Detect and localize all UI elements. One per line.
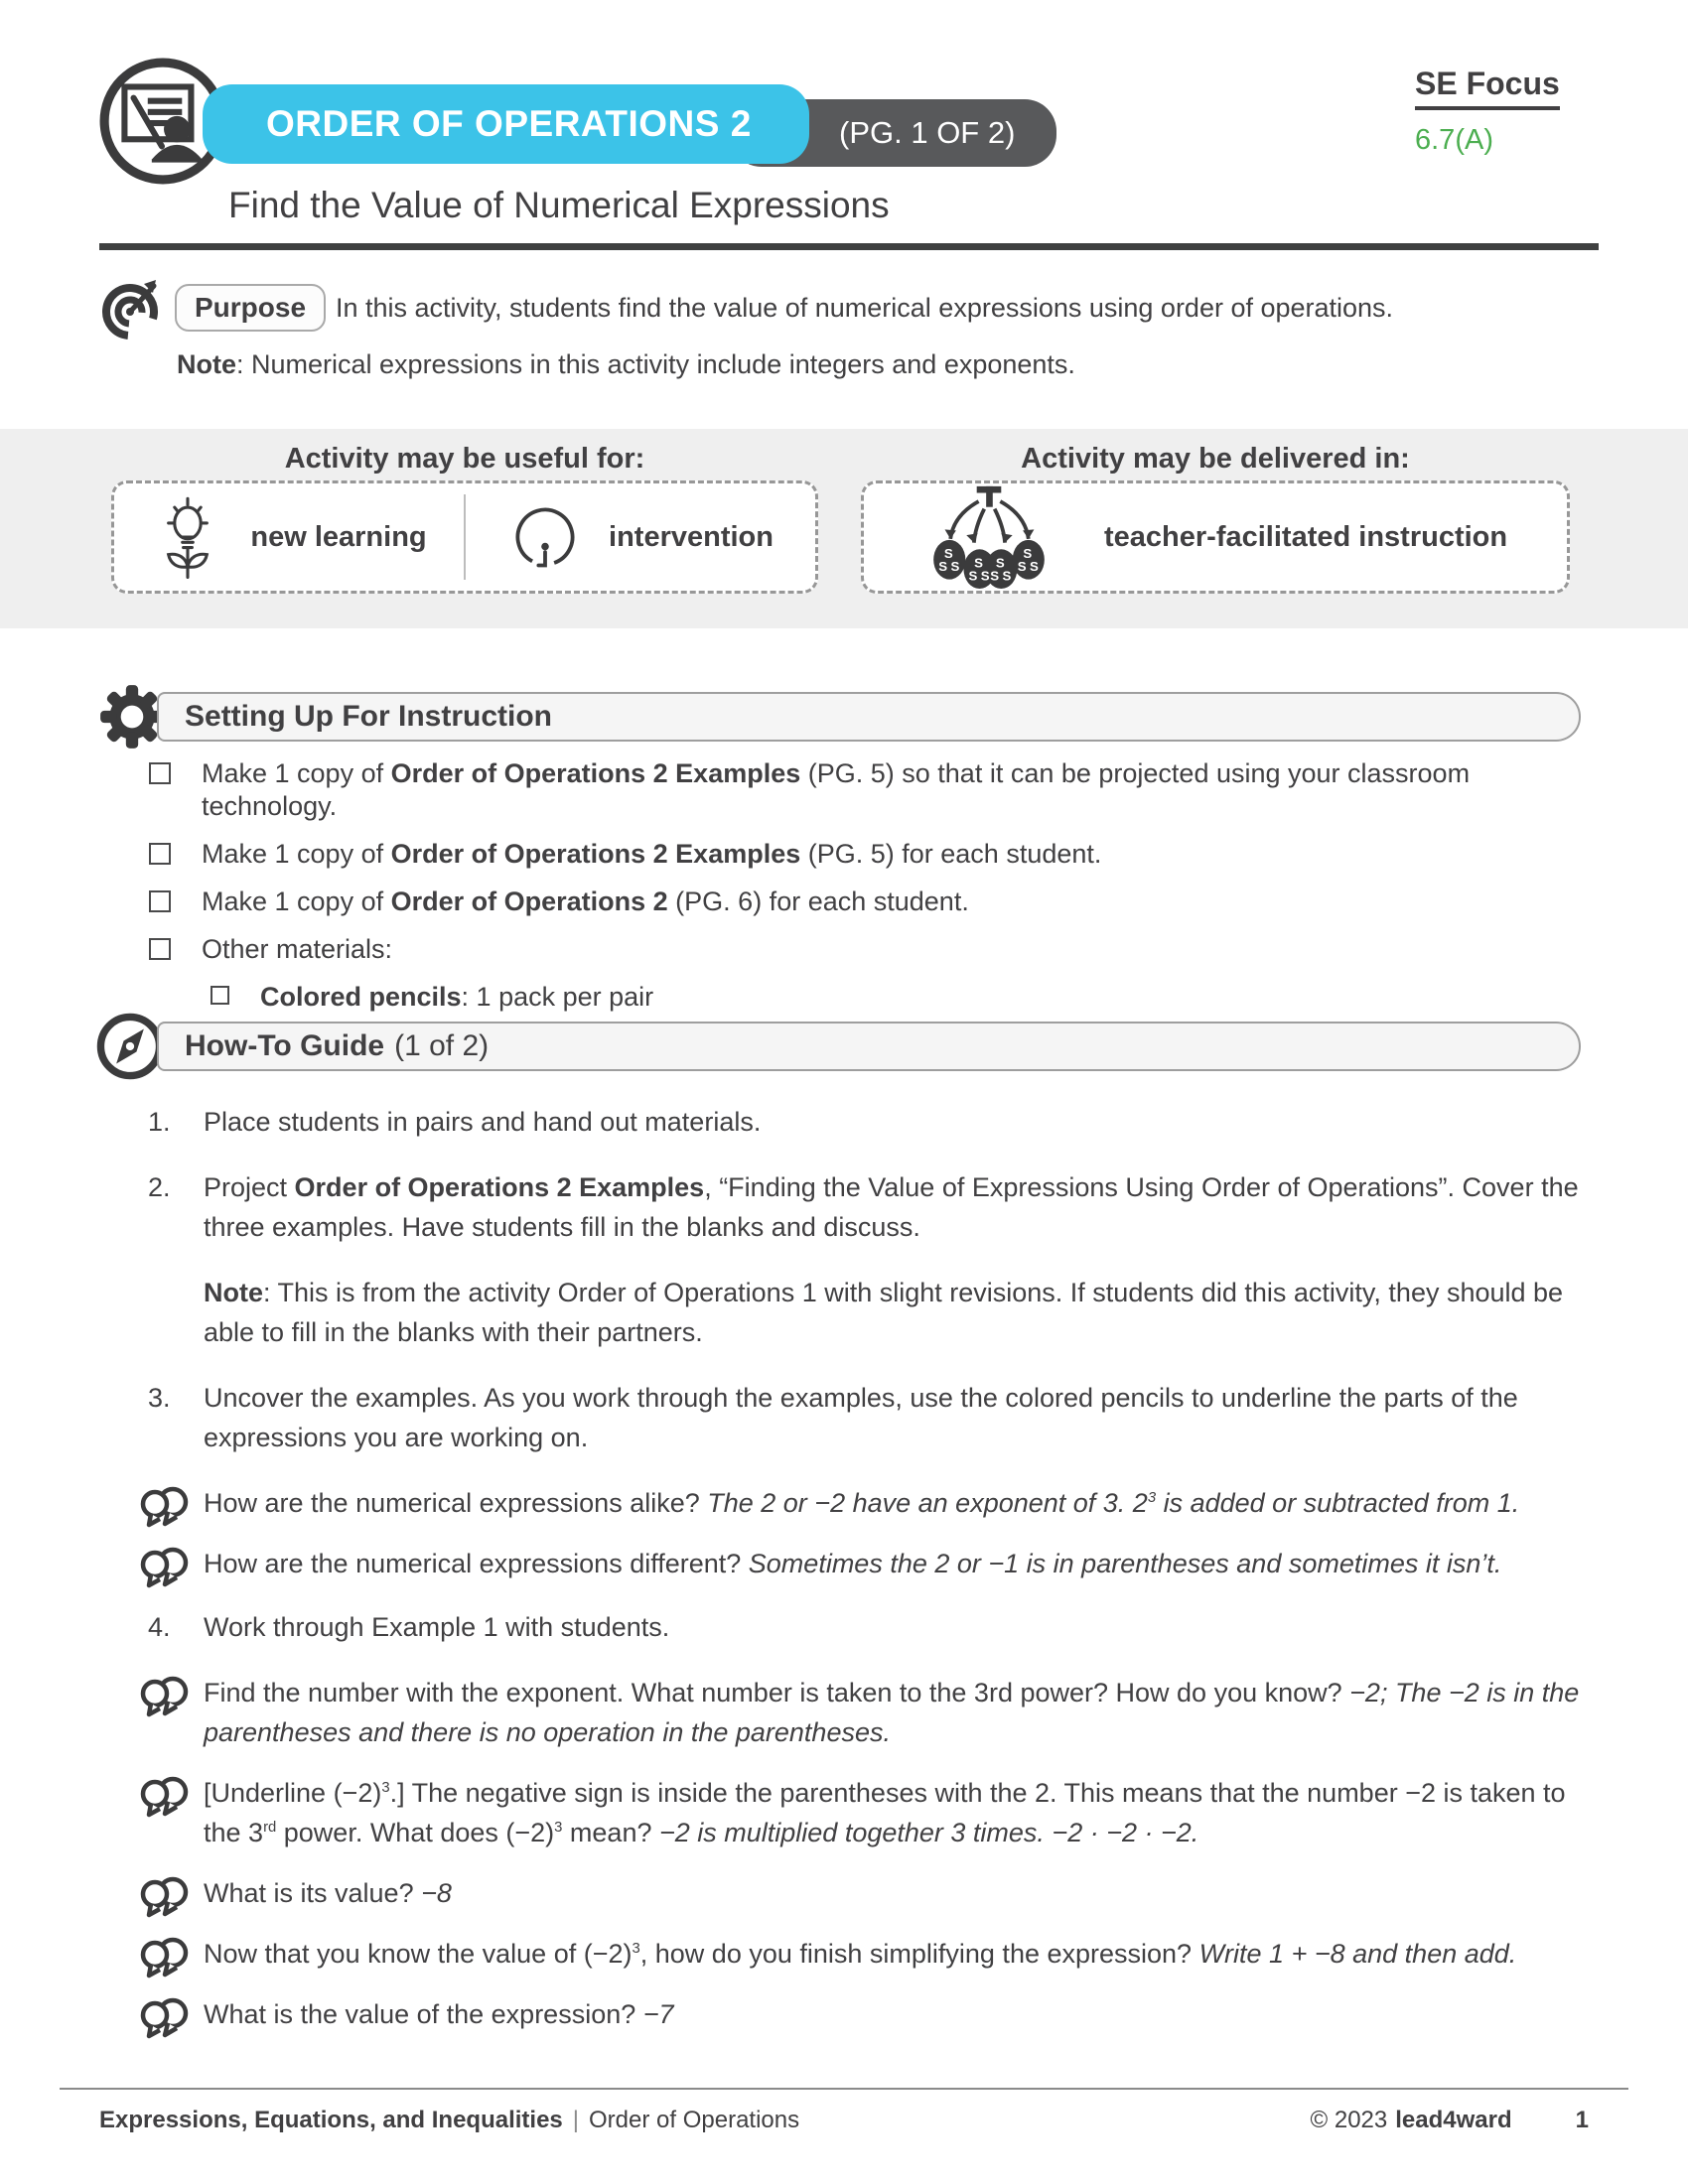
question-text: Now that you know the value of $(-2)^3$, how do you finish simplifying the expression? Write 1 + −8 and then add. xyxy=(204,1939,1517,1969)
svg-text:S: S xyxy=(1002,568,1012,584)
howto-step xyxy=(134,1167,1594,1247)
howto-heading-pages: (1 of 2) xyxy=(394,1029,490,1062)
step-text: Project Order of Operations 2 Examples, “Finding the Value of Expressions Using Order of Operations”. Cover the three examples. Have students fill in the blanks and discuss. xyxy=(204,1172,1579,1242)
question-text: How are the numerical expressions alike? The 2 or −2 have an exponent of 3. $2^3$ is added or subtracted from 1. xyxy=(204,1488,1520,1518)
discussion-question xyxy=(134,1483,1594,1523)
se-focus-code: 6.7(A) xyxy=(1415,124,1493,156)
se-focus-block xyxy=(1415,66,1560,157)
speech-bubbles-q-icon xyxy=(140,1675,192,1718)
empty-checkbox xyxy=(149,938,171,960)
checklist-item-text: Colored pencils: 1 pack per pair xyxy=(260,982,654,1012)
footer-copyright-block xyxy=(1311,2107,1590,2134)
setup-heading: Setting Up For Instruction xyxy=(185,700,552,733)
target-arrow-icon xyxy=(99,276,165,341)
activity-title: ORDER OF OPERATIONS 2 xyxy=(266,103,752,144)
question-text: Find the number with the exponent. What number is taken to the 3rd power? How do you know? −2; The −2 is in the parentheses and there is no operation in the parentheses. xyxy=(204,1678,1580,1747)
howto-step xyxy=(134,1607,1594,1647)
purpose-label: Purpose xyxy=(175,284,326,332)
discussion-question xyxy=(134,1673,1594,1752)
checklist-item-text: Make 1 copy of Order of Operations 2 (PG. 6) for each student. xyxy=(202,887,969,916)
svg-text:S: S xyxy=(938,559,948,575)
howto-steps xyxy=(134,1078,1594,2055)
speech-bubbles-q-icon xyxy=(140,1485,192,1529)
question-text: What is the value of the expression? −7 xyxy=(204,1999,674,2029)
useful-box xyxy=(111,480,818,594)
delivered-box xyxy=(861,480,1570,594)
useful-item-label: new learning xyxy=(250,520,427,553)
checklist-item-text: Make 1 copy of Order of Operations 2 Examples (PG. 5) so that it can be projected using your classroom technology. xyxy=(202,758,1471,821)
step-text: Work through Example 1 with students. xyxy=(204,1612,670,1642)
discussion-question xyxy=(134,1773,1594,1852)
footer-page-number: 1 xyxy=(1575,2107,1589,2133)
page-subtitle: Find the Value of Numerical Expressions xyxy=(228,185,890,225)
svg-text:S: S xyxy=(1023,545,1033,561)
se-focus-label: SE Focus xyxy=(1415,66,1560,110)
svg-text:S: S xyxy=(950,559,960,575)
question-text: How are the numerical expressions different? Sometimes the 2 or −1 is in parentheses and sometimes it isn’t. xyxy=(204,1549,1502,1578)
step-text: Place students in pairs and hand out materials. xyxy=(204,1107,762,1137)
svg-text:S: S xyxy=(990,568,1000,584)
step-number: 3. xyxy=(148,1383,171,1413)
footer-divider xyxy=(60,2088,1628,2090)
person-circle-icon xyxy=(507,499,583,575)
checklist-item xyxy=(149,886,1599,918)
useful-heading: Activity may be useful for: xyxy=(284,443,645,475)
step-number: 2. xyxy=(148,1172,171,1202)
footer-copyright: © 2023 xyxy=(1310,2107,1388,2133)
delivered-heading: Activity may be delivered in: xyxy=(1021,443,1410,475)
speech-bubbles-q-icon xyxy=(140,1775,192,1819)
svg-text:S: S xyxy=(980,568,990,584)
howto-section-header xyxy=(157,1022,1581,1071)
discussion-question xyxy=(134,1934,1594,1974)
step-text: Uncover the examples. As you work through the examples, use the colored pencils to underline the parts of the expressions you are working on. xyxy=(204,1383,1518,1452)
useful-item-label: intervention xyxy=(609,520,774,553)
speech-bubbles-q-icon xyxy=(140,1996,192,2040)
setup-checklist xyxy=(149,757,1599,1028)
howto-step xyxy=(134,1378,1594,1457)
howto-step xyxy=(134,1102,1594,1142)
howto-heading: How-To Guide xyxy=(185,1029,385,1062)
checklist-item xyxy=(149,838,1599,871)
checklist-item xyxy=(149,757,1599,823)
step-number: 4. xyxy=(148,1612,171,1642)
speech-bubbles-q-icon xyxy=(140,1875,192,1919)
empty-checkbox xyxy=(149,890,171,912)
svg-text:S: S xyxy=(1030,559,1039,575)
useful-item-intervention xyxy=(466,483,815,591)
svg-text:S: S xyxy=(1017,559,1027,575)
purpose-note: Note: Numerical expressions in this activity include integers and exponents. xyxy=(177,349,1075,379)
bulb-sprout-icon xyxy=(151,493,224,581)
footer-topic: Order of Operations xyxy=(589,2107,800,2133)
question-text: [Underline $(-2)^3$.] The negative sign is inside the parentheses with the 2. This means that the number −2 is taken to the 3rd power. What does $(-2)^3$ mean? −2 is multiplied together 3 times. −2 · −2 · −2. xyxy=(204,1778,1566,1847)
empty-checkbox xyxy=(211,986,229,1005)
svg-text:S: S xyxy=(943,545,953,561)
svg-text:S: S xyxy=(974,555,984,571)
question-text: What is its value? −8 xyxy=(204,1878,452,1908)
checklist-item-text: Other materials: xyxy=(202,934,393,964)
header-divider xyxy=(99,243,1599,250)
discussion-question xyxy=(134,1544,1594,1583)
checklist-subitem xyxy=(211,981,1599,1014)
step-number: 1. xyxy=(148,1107,171,1137)
footer-strand: Expressions, Equations, and Inequalities xyxy=(99,2107,563,2133)
footer-separator: | xyxy=(572,2107,580,2133)
usage-band xyxy=(0,429,1688,628)
footer-breadcrumb xyxy=(99,2107,799,2134)
footer-brand: lead4ward xyxy=(1395,2107,1512,2133)
step-note: Note: This is from the activity Order of Operations 1 with slight revisions. If students did this activity, they should be able to fill in the blanks with their partners. xyxy=(204,1278,1564,1347)
purpose-text: In this activity, students find the value of numerical expressions using order of operations. xyxy=(336,293,1394,323)
speech-bubbles-q-icon xyxy=(140,1936,192,1979)
svg-text:S: S xyxy=(968,568,978,584)
setup-section-header xyxy=(157,692,1581,742)
activity-title-pill xyxy=(203,84,809,164)
page-indicator: (PG. 1 OF 2) xyxy=(839,115,1016,150)
svg-text:S: S xyxy=(995,555,1005,571)
discussion-question xyxy=(134,1994,1594,2034)
checklist-item-text: Make 1 copy of Order of Operations 2 Examples (PG. 5) for each student. xyxy=(202,839,1102,869)
speech-bubbles-q-icon xyxy=(140,1546,192,1589)
delivered-item-label: teacher-facilitated instruction xyxy=(1104,520,1508,553)
empty-checkbox xyxy=(149,843,171,865)
checklist-item xyxy=(149,933,1599,966)
empty-checkbox xyxy=(149,762,171,784)
delivered-item-teacher-facilitated xyxy=(864,484,1507,590)
discussion-question xyxy=(134,1873,1594,1913)
useful-item-new-learning xyxy=(114,483,464,591)
teacher-groups-icon xyxy=(929,484,1049,590)
compass-icon xyxy=(94,1011,166,1082)
